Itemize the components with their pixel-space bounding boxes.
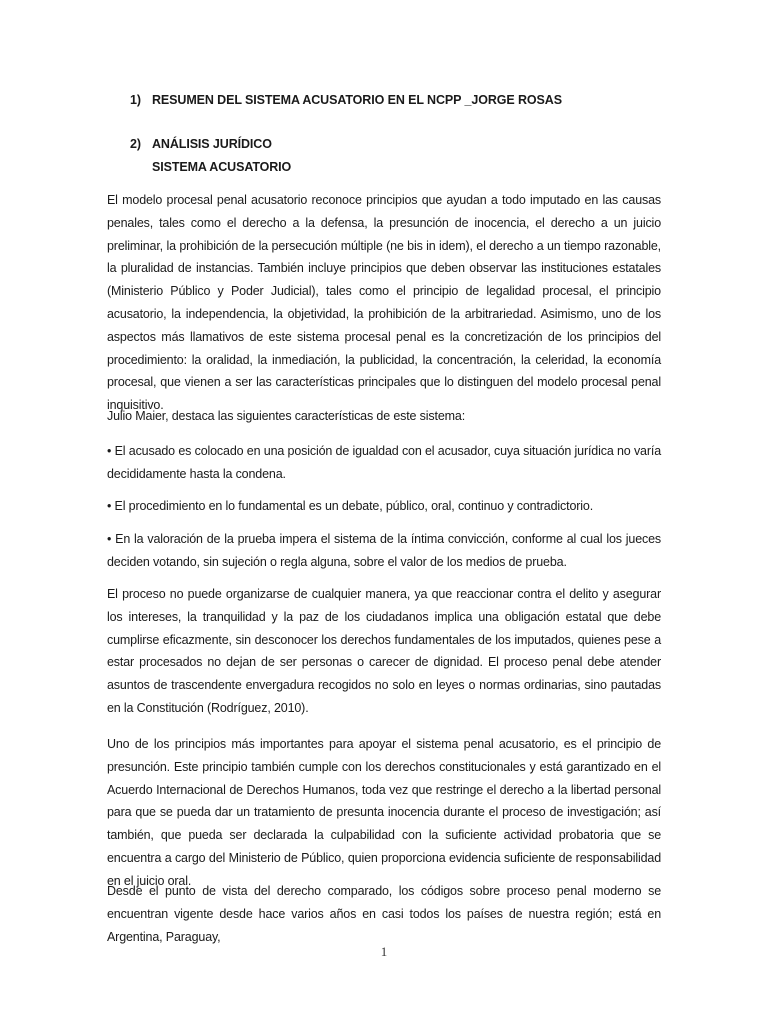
bullet-item-2: • El procedimiento en lo fundamental es un debate, público, oral, continuo y contradictorio.	[107, 499, 594, 513]
bullet-item-1: • El acusado es colocado en una posición de igualdad con el acusador, cuya situación jurídica no varía decididamente hasta la condena.	[107, 444, 661, 481]
paragraph-principios: Uno de los principios más importantes para apoyar el sistema penal acusatorio, es el principio de presunción. Este principio también cumple con los derechos constitucionales y está garantizado en el Acuerdo Internacional de Derechos Humanos, toda vez que restringe el derecho a la libertad personal para que se pueda dar un tratamiento de presunta inocencia durante el proceso de investigación; así también, que pueda ser declarada la culpabilidad con la suficiente actividad probatoria que se encuentra a cargo del Ministerio de Público, quien proporciona evidencia suficiente de responsabilidad en el juicio oral.	[107, 737, 661, 888]
page-number: 1	[380, 944, 388, 959]
subheading-text: SISTEMA ACUSATORIO	[152, 160, 292, 174]
paragraph-proceso: El proceso no puede organizarse de cualquier manera, ya que reaccionar contra el delito y asegurar los intereses, la tranquilidad y la paz de los ciudadanos implica una obligación estatal que debe cumplirse eficazmente, sin desconocer los derechos fundamentales de los imputados, quienes pese a estar procesados no dejan de ser personas o carecer de dignidad. El proceso penal debe atender asuntos de trascendente envergadura recogidos no solo en leyes o normas ordinarias, sino pautadas en la Constitución (Rodríguez, 2010).	[107, 587, 661, 715]
bullet-item-3: • En la valoración de la prueba impera el sistema de la íntima convicción, conforme al cual los jueces deciden votando, sin sujeción o regla alguna, sobre el valor de los medios de prueba.	[107, 532, 661, 569]
heading-text: RESUMEN DEL SISTEMA ACUSATORIO EN EL NCPP _JORGE ROSAS	[152, 93, 562, 107]
heading-number: 1)	[130, 93, 141, 107]
heading-text: ANÁLISIS JURÍDICO	[152, 137, 272, 151]
paragraph-maier: Julio Maier, destaca las siguientes características de este sistema:	[107, 409, 466, 423]
paragraph-derecho-comparado: Desde el punto de vista del derecho comparado, los códigos sobre proceso penal moderno se encuentran vigente desde hace varios años en casi todos los países de nuestra región; está en Argentina, Paraguay,	[107, 884, 661, 944]
paragraph-intro: El modelo procesal penal acusatorio reconoce principios que ayudan a todo imputado en las causas penales, tales como el derecho a la defensa, la presunción de inocencia, el derecho a un juicio preliminar, la prohibición de la persecución múltiple (ne bis in idem), el derecho a un tiempo razonable, la pluralidad de instancias. También incluye principios que deben observar las instituciones estatales (Ministerio Público y Poder Judicial), tales como el principio de legalidad procesal, el principio acusatorio, la independencia, la objetividad, la prohibición de la arbitrariedad. Asimismo, uno de los aspectos más llamativos de este sistema procesal penal es la concretización de los principios del procedimiento: la oralidad, la inmediación, la publicidad, la concentración, la celeridad, la economía procesal, que vienen a ser las características principales que lo distinguen del modelo procesal penal inquisitivo.	[107, 193, 661, 413]
heading-number: 2)	[130, 137, 141, 151]
